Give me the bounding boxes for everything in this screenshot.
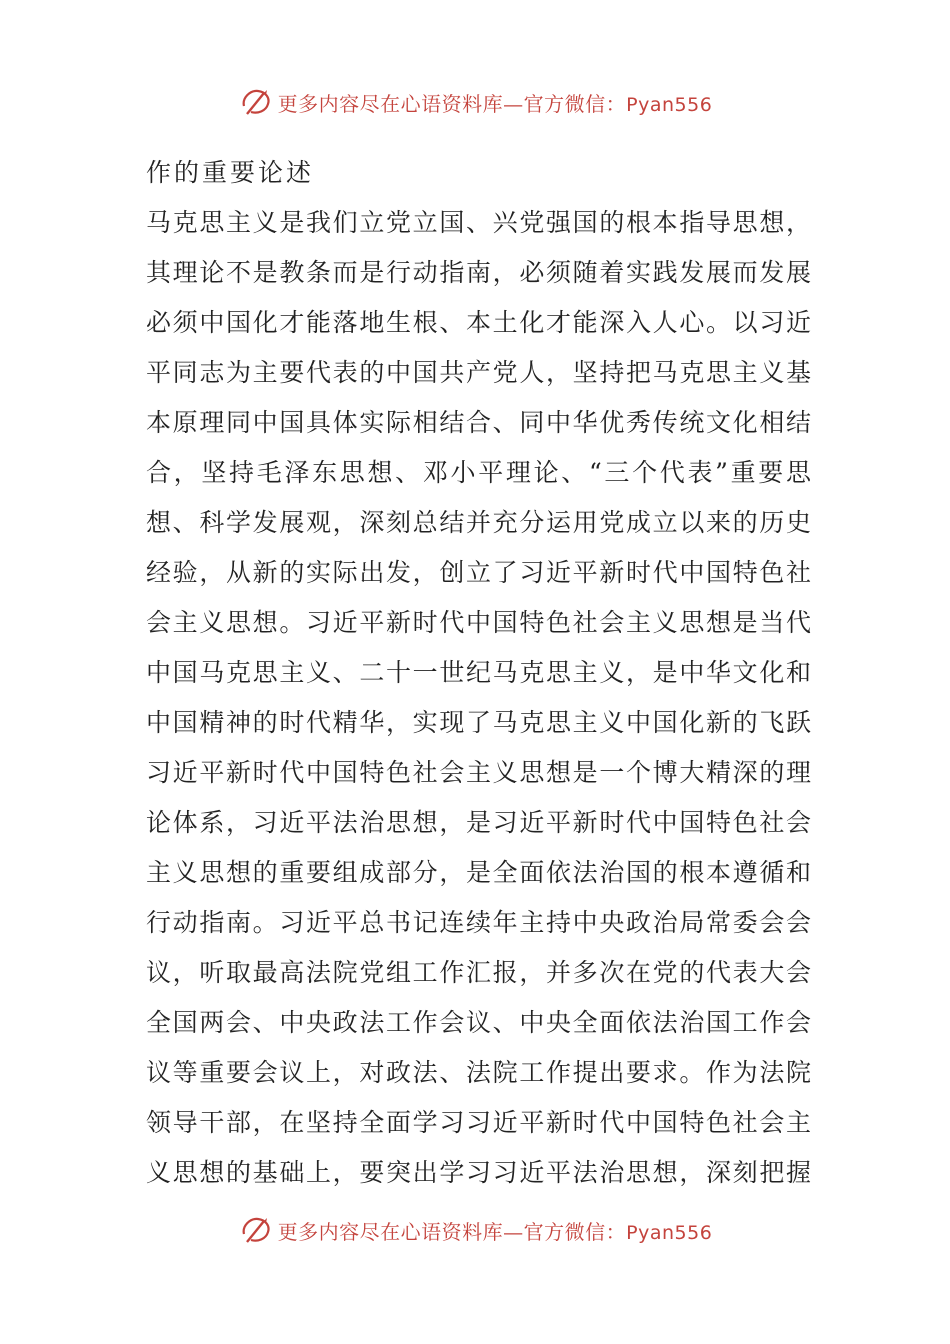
text-line: 经验，从新的实际出发，创立了习近平新时代中国特色社 xyxy=(146,558,811,587)
footer-watermark xyxy=(0,1210,950,1250)
text-line: 中国马克思主义、二十一世纪马克思主义，是中华文化和 xyxy=(146,658,811,687)
text-line: 中国精神的时代精华，实现了马克思主义中国化新的飞跃 xyxy=(146,708,811,737)
text-line: 平同志为主要代表的中国共产党人，坚持把马克思主义基 xyxy=(146,358,811,387)
quill-logo-icon xyxy=(238,1212,274,1248)
text-line: 会主义思想。习近平新时代中国特色社会主义思想是当代 xyxy=(146,608,811,637)
header-watermark xyxy=(0,82,950,122)
text-line: 作的重要论述 xyxy=(146,158,315,187)
text-line: 议等重要会议上，对政法、法院工作提出要求。作为法院 xyxy=(146,1058,811,1087)
watermark-text: 更多内容尽在心语资料库—官方微信：Pyan556 xyxy=(277,91,713,116)
text-line: 合，坚持毛泽东思想、邓小平理论、“三个代表”重要思 xyxy=(146,458,811,487)
text-line: 全国两会、中央政法工作会议、中央全面依法治国工作会 xyxy=(146,1008,811,1037)
text-line: 论体系，习近平法治思想，是习近平新时代中国特色社会 xyxy=(146,808,811,837)
text-line: 义思想的基础上，要突出学习习近平法治思想，深刻把握 xyxy=(146,1158,811,1187)
text-line: 想、科学发展观，深刻总结并充分运用党成立以来的历史 xyxy=(146,508,811,537)
text-line: 本原理同中国具体实际相结合、同中华优秀传统文化相结 xyxy=(146,408,811,437)
text-line: 行动指南。习近平总书记连续年主持中央政治局常委会会 xyxy=(146,908,811,937)
text-line: 其理论不是教条而是行动指南，必须随着实践发展而发展 xyxy=(146,258,811,287)
quill-logo-icon xyxy=(238,84,274,120)
watermark-text: 更多内容尽在心语资料库—官方微信：Pyan556 xyxy=(277,1219,713,1244)
text-line: 必须中国化才能落地生根、本土化才能深入人心。以习近 xyxy=(146,308,811,337)
text-line: 领导干部，在坚持全面学习习近平新时代中国特色社会主 xyxy=(146,1108,811,1137)
text-line: 习近平新时代中国特色社会主义思想是一个博大精深的理 xyxy=(146,758,811,787)
text-line: 马克思主义是我们立党立国、兴党强国的根本指导思想， xyxy=(146,208,811,237)
text-line: 议，听取最高法院党组工作汇报，并多次在党的代表大会 xyxy=(146,958,811,987)
document-body xyxy=(146,148,811,1198)
text-line: 主义思想的重要组成部分，是全面依法治国的根本遵循和 xyxy=(146,858,811,887)
